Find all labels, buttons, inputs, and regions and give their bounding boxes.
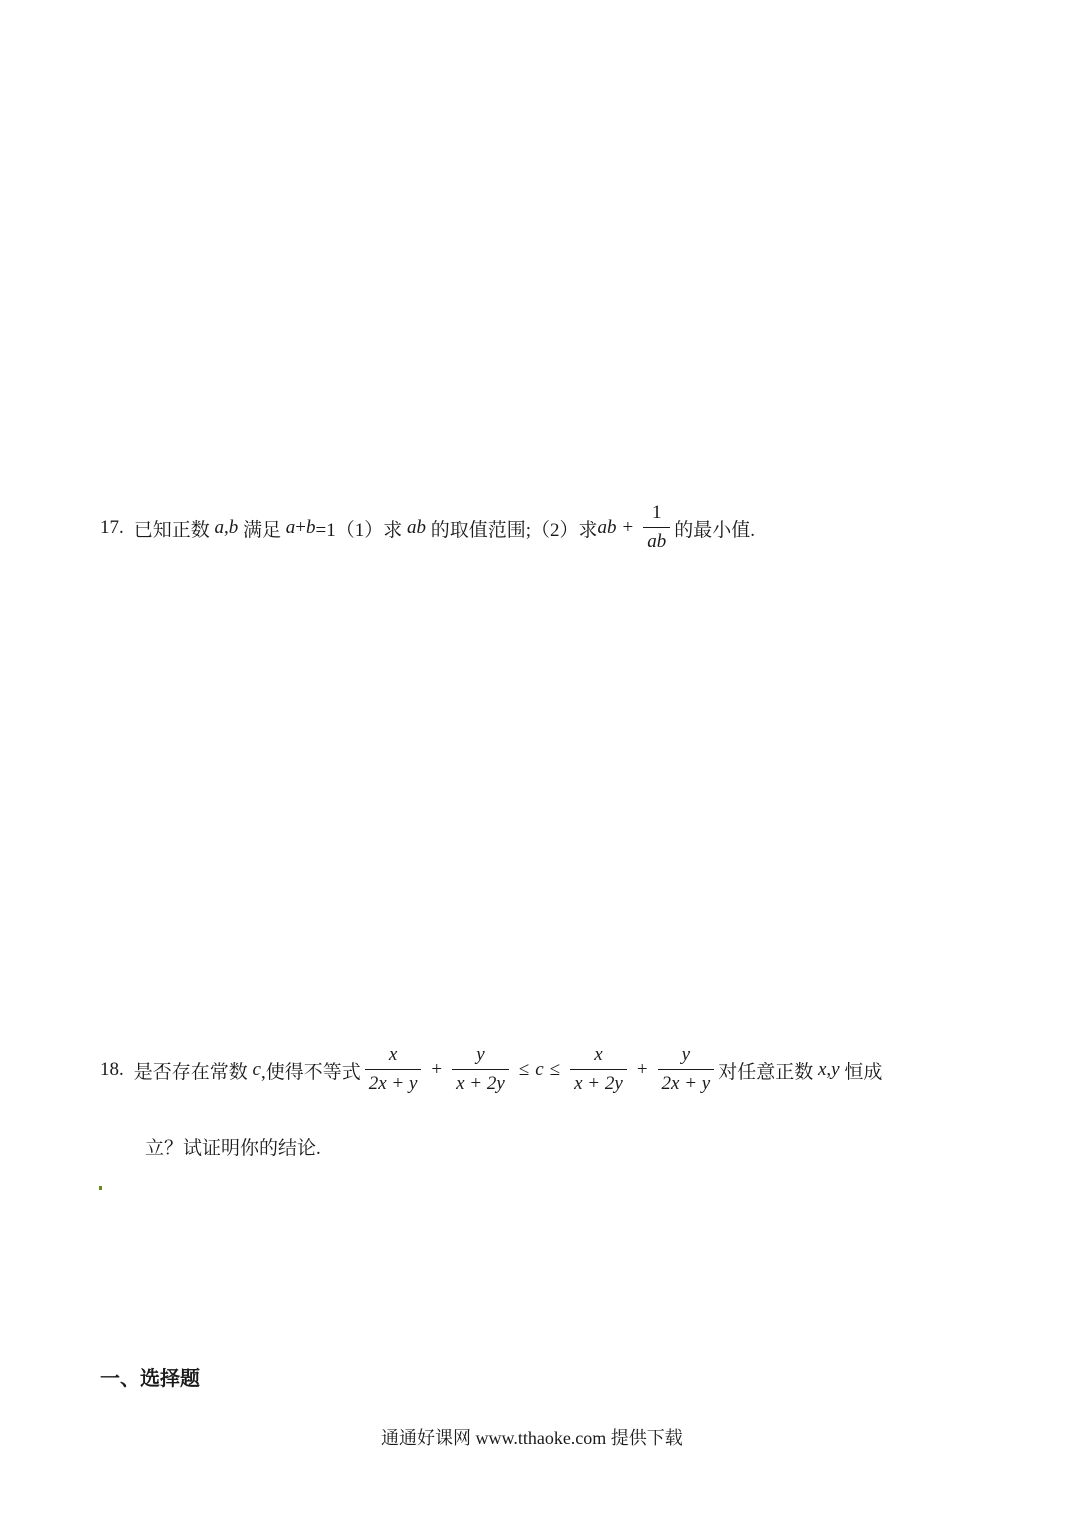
text: 已知正数 bbox=[133, 519, 210, 541]
var-c: c bbox=[252, 1059, 261, 1080]
denominator: 2x + y bbox=[658, 1069, 715, 1095]
plus-sign: + bbox=[295, 517, 306, 538]
denominator: 2x + y bbox=[365, 1069, 422, 1095]
text: 是否存在常数 bbox=[133, 1061, 248, 1083]
text: 对任意正数 bbox=[718, 1061, 814, 1083]
fraction-3 bbox=[570, 1045, 627, 1095]
numerator: y bbox=[476, 1044, 485, 1066]
page-footer: 通通好课网 www.tthaoke.com 提供下载 bbox=[381, 1428, 683, 1448]
question-number: 17. bbox=[100, 517, 124, 538]
le-sign: ≤ bbox=[549, 1059, 561, 1080]
var-b: b bbox=[228, 517, 239, 538]
numerator: y bbox=[681, 1044, 691, 1066]
text: =1（1）求 bbox=[315, 519, 403, 541]
denominator: ab bbox=[643, 527, 670, 553]
text: 的最小值. bbox=[674, 519, 755, 541]
numerator: x bbox=[594, 1044, 603, 1066]
var-a: a bbox=[214, 517, 225, 538]
plus-sign: + bbox=[431, 1059, 443, 1080]
text: 满足 bbox=[243, 519, 282, 541]
le-sign: ≤ bbox=[518, 1059, 530, 1080]
question-18 bbox=[100, 1040, 882, 1100]
numerator: x bbox=[388, 1044, 398, 1066]
denominator: x + 2y bbox=[570, 1069, 627, 1095]
comma: , bbox=[224, 517, 229, 538]
text: 的取值范围;（2）求 bbox=[430, 519, 598, 541]
question-number: 18. bbox=[100, 1059, 124, 1080]
stray-mark bbox=[99, 1186, 102, 1190]
text: ,使得不等式 bbox=[260, 1061, 361, 1083]
section-heading: 一、选择题 bbox=[100, 1366, 200, 1390]
plus-sign: + bbox=[622, 517, 634, 538]
var-y: y bbox=[831, 1059, 840, 1080]
fraction-1 bbox=[365, 1045, 422, 1095]
fraction-one-over-ab bbox=[643, 503, 670, 553]
comma: , bbox=[826, 1059, 832, 1080]
fraction-4 bbox=[658, 1045, 715, 1095]
expr-ab: ab bbox=[406, 517, 426, 538]
var-b: b bbox=[306, 517, 316, 538]
text: 恒成 bbox=[844, 1061, 883, 1083]
fraction-2 bbox=[452, 1045, 509, 1095]
numerator: 1 bbox=[651, 502, 662, 524]
var-a: a bbox=[285, 517, 296, 538]
question-17 bbox=[100, 500, 755, 556]
var-x: x bbox=[817, 1059, 827, 1080]
expr-ab: ab bbox=[597, 517, 617, 538]
plus-sign: + bbox=[636, 1059, 648, 1080]
var-c: c bbox=[535, 1059, 544, 1080]
question-18-continuation: 立？试证明你的结论. bbox=[145, 1138, 321, 1159]
denominator: x + 2y bbox=[452, 1069, 509, 1095]
